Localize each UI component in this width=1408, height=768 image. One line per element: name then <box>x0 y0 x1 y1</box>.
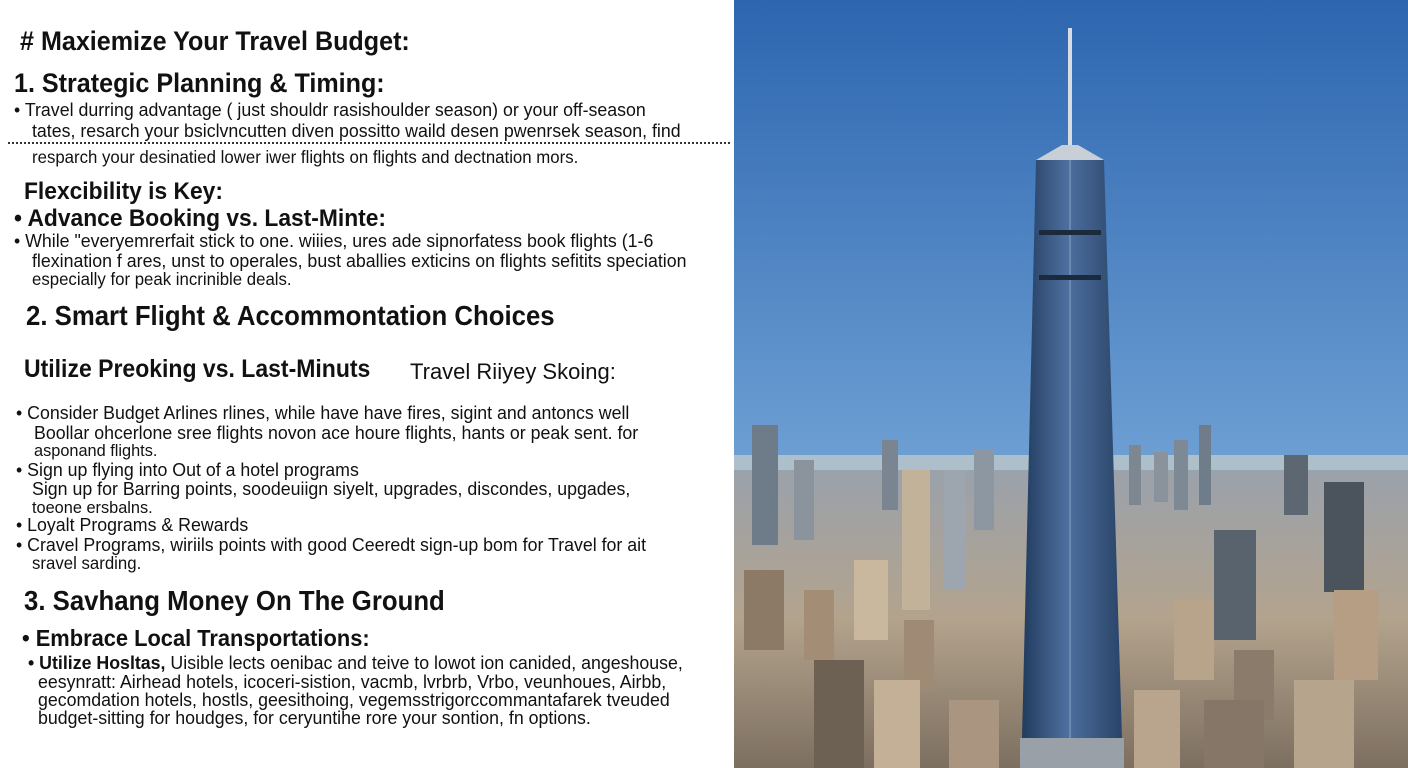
utilize-heading-tail: Travel Riiyey Skoing: <box>410 359 616 384</box>
section-2-line-9: sravel sarding. <box>32 553 142 573</box>
section-2-line-7: • Loyalt Programs & Rewards <box>16 514 249 535</box>
section-2-line-2: Boollar ohcerlone sree flights novon ace houre flights, hants or peak sent. for <box>34 422 639 443</box>
section-1-line-2: tates, resarch your bsiclvncutten diven possitto waild desen pwenrsek season, find <box>32 120 681 141</box>
section-2-line-1: • Consider Budget Arlines rlines, while have have fires, sigint and antoncs well <box>16 402 630 423</box>
section-2-heading: 2. Smart Flight & Accommontation Choices <box>26 300 555 331</box>
flexibility-heading: Flexcibility is Key: <box>24 178 223 205</box>
cityscape-image <box>734 0 1408 768</box>
utilize-heading-bold: Utilize Preoking vs. Last-Minuts <box>24 355 371 383</box>
section-3-heading: 3. Savhang Money On The Ground <box>24 585 445 616</box>
flexibility-subheading: • Advance Booking vs. Last-Minte: <box>14 205 386 232</box>
section-3-line-3: gecomdation hotels, hostls, geesithoing, vegemsstrigorccommantafarek tveuded <box>38 689 670 710</box>
page-title: # Maxiemize Your Travel Budget: <box>20 26 410 56</box>
section-3-lead: • Utilize Hosltas, <box>28 652 166 673</box>
section-3-line-2: eesynratt: Airhead hotels, icoceri-sistion, vacmb, lvrbrb, Vrbo, veunhoues, Airbb, <box>38 671 667 692</box>
section-2-line-4: • Sign up flying into Out of a hotel programs <box>16 459 359 480</box>
flexibility-line-2: flexination f ares, unst to operales, bust aballies exticins on flights sefitits speciation <box>32 250 687 271</box>
section-2-line-5: Sign up for Barring points, soodeuiign siyelt, upgrades, discondes, upgades, <box>32 478 631 499</box>
section-1-line-1: • Travel durring advantage ( just shouldr rasishoulder season) or your off-season <box>14 99 646 120</box>
skyscraper-photo <box>734 0 1408 768</box>
utilize-heading <box>24 355 616 384</box>
flexibility-line-1: • While "everyemrerfait stick to one. wiiies, ures ade sipnorfatess book flights (1-6 <box>14 230 654 251</box>
section-1-heading: 1. Strategic Planning & Timing: <box>14 68 385 98</box>
divider <box>8 142 730 144</box>
section-1-line-3: resparch your desinatied lower iwer flights on flights and dectnation mors. <box>32 147 579 167</box>
section-2-line-6: toeone ersbalns. <box>32 498 153 517</box>
flexibility-line-3: especially for peak incrinible deals. <box>32 269 292 289</box>
section-2-line-8: • Cravel Programs, wiriils points with good Ceeredt sign-up bom for Travel for ait <box>16 534 647 555</box>
section-3-line-1 <box>28 654 683 673</box>
section-3-subheading: • Embrace Local Transportations: <box>22 625 370 651</box>
section-3-line-1-text: Uisible lects oenibac and teive to lowot ion canided, angeshouse, <box>170 652 683 673</box>
section-3-line-4: budget-sitting for houdges, for ceryuntihe rore your sontion, fn options. <box>38 707 591 728</box>
section-2-line-3: asponand flights. <box>34 441 158 460</box>
